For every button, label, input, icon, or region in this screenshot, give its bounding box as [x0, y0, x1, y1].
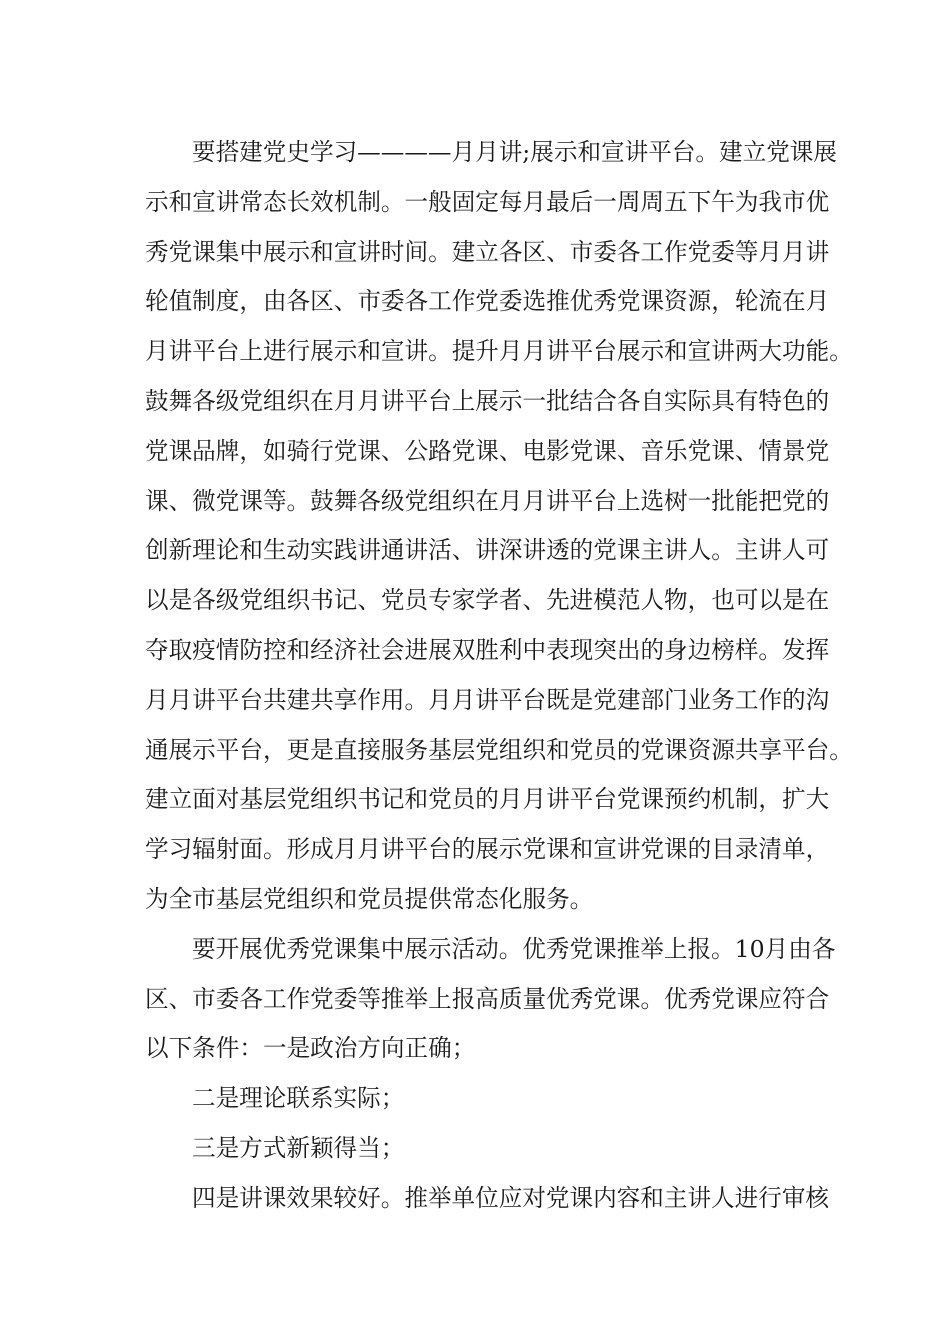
- paragraph-2-line-3: 以下条件：一是政治方向正确；: [145, 1034, 476, 1063]
- paragraph-1-line-13: 通展示平台，更是直接服务基层党组织和党员的党课资源共享平台。: [145, 735, 853, 764]
- paragraph-1-line-16: 为全市基层党组织和党员提供常态化服务。: [145, 884, 594, 913]
- paragraph-5-line-1: 四是讲课效果较好。推举单位应对党课内容和主讲人进行审核: [192, 1183, 830, 1212]
- paragraph-3-line-1: 二是理论联系实际；: [192, 1084, 405, 1113]
- paragraph-1-line-7: 党课品牌，如骑行党课、公路党课、电影党课、音乐党课、情景党: [145, 436, 830, 465]
- paragraph-4-line-1: 三是方式新颖得当；: [192, 1133, 405, 1162]
- paragraph-1-line-8: 课、微党课等。鼓舞各级党组织在月月讲平台上选树一批能把党的: [145, 486, 830, 515]
- document-page: [145, 128, 853, 1224]
- paragraph-1-line-4: 轮值制度，由各区、市委各工作党委选推优秀党课资源，轮流在月: [145, 287, 830, 316]
- paragraph-1-line-14: 建立面对基层党组织书记和党员的月月讲平台党课预约机制，扩大: [145, 785, 830, 814]
- paragraph-2-line-1: 要开展优秀党课集中展示活动。优秀党课推举上报。10月由各: [192, 934, 836, 963]
- paragraph-1-line-12: 月月讲平台共建共享作用。月月讲平台既是党建部门业务工作的沟: [145, 685, 830, 714]
- paragraph-1-line-2: 示和宣讲常态长效机制。一般固定每月最后一周周五下午为我市优: [145, 187, 830, 216]
- paragraph-1-line-15: 学习辐射面。形成月月讲平台的展示党课和宣讲党课的目录清单，: [145, 835, 830, 864]
- paragraph-1-line-10: 以是各级党组织书记、党员专家学者、先进模范人物，也可以是在: [145, 586, 830, 615]
- paragraph-1-line-1: 要搭建党史学习————月月讲;展示和宣讲平台。建立党课展: [192, 138, 837, 166]
- paragraph-2-line-2: 区、市委各工作党委等推举上报高质量优秀党课。优秀党课应符合: [145, 984, 830, 1013]
- paragraph-1-line-9: 创新理论和生动实践讲通讲活、讲深讲透的党课主讲人。主讲人可: [145, 536, 830, 565]
- paragraph-1-line-3: 秀党课集中展示和宣讲时间。建立各区、市委各工作党委等月月讲: [145, 237, 830, 266]
- paragraph-1-line-5: 月讲平台上进行展示和宣讲。提升月月讲平台展示和宣讲两大功能。: [145, 337, 853, 366]
- paragraph-1-line-11: 夺取疫情防控和经济社会进展双胜利中表现突出的身边榜样。发挥: [145, 635, 830, 664]
- paragraph-1-line-6: 鼓舞各级党组织在月月讲平台上展示一批结合各自实际具有特色的: [145, 386, 830, 415]
